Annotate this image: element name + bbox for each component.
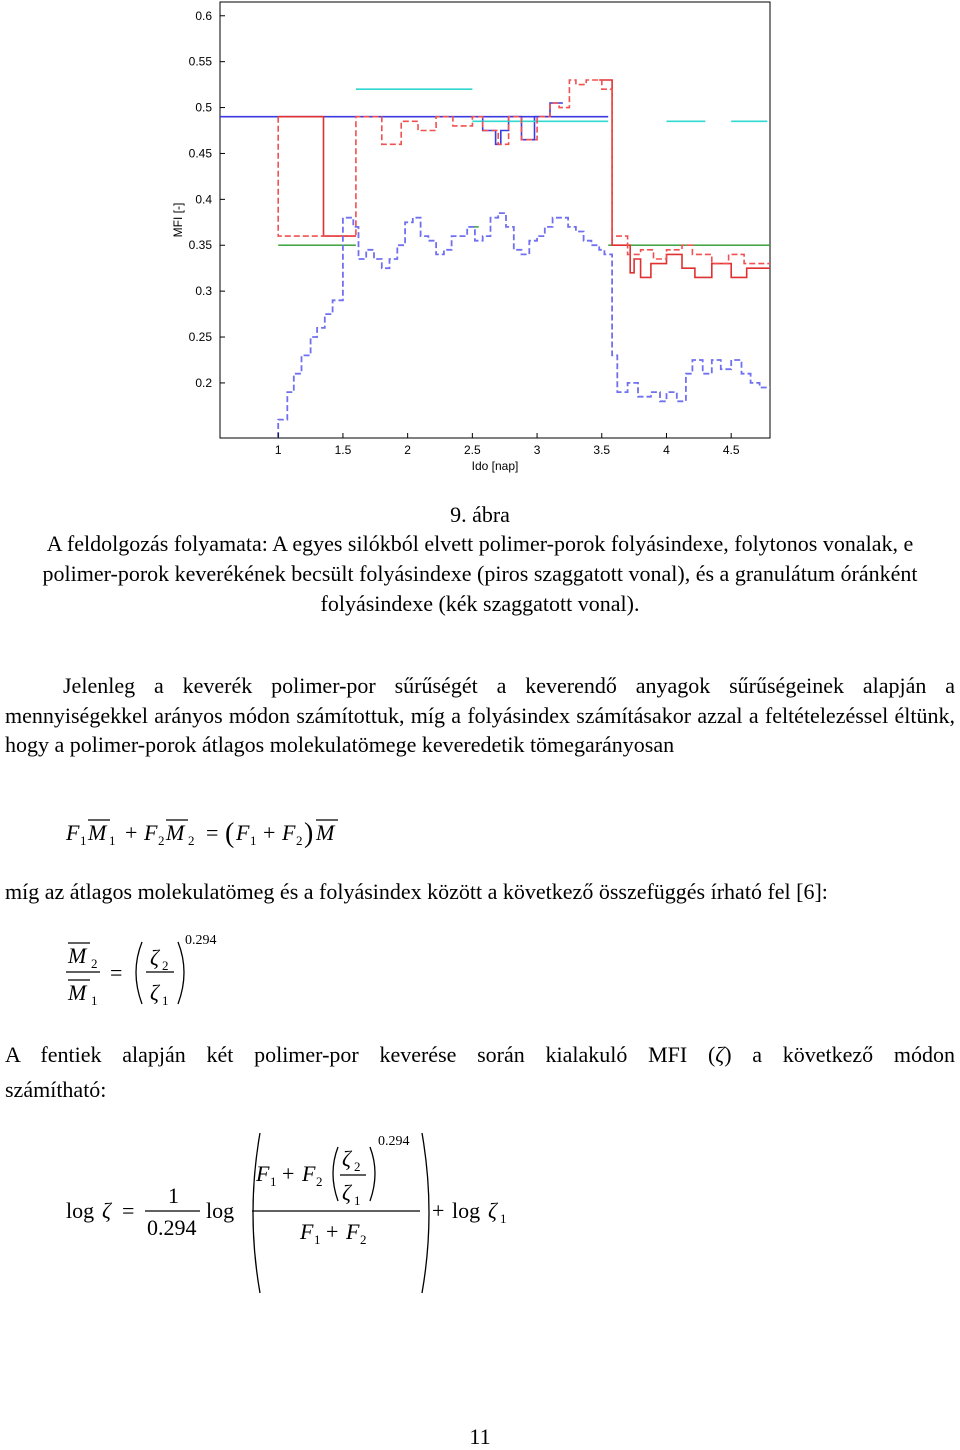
svg-text:F: F — [302, 1161, 316, 1186]
y-tick-label: 0.35 — [188, 238, 212, 253]
svg-text:2: 2 — [316, 1174, 323, 1189]
figure-caption: A feldolgozás folyamata: A egyes silókból elvett polimer-porok folyásindexe, folytonos vonalak, e polimer-porok keverékének becsült folyásindexe (piros szaggatott vonal), és a granulátum óránként folyásindexe (kék szaggatott vonal). — [42, 531, 918, 616]
svg-text:F: F — [66, 820, 80, 845]
svg-text:F: F — [256, 1161, 270, 1186]
svg-text:): ) — [304, 818, 314, 849]
figure-number: 9. ábra — [450, 502, 510, 527]
svg-text:2: 2 — [296, 833, 303, 848]
svg-text:ζ: ζ — [150, 945, 159, 970]
svg-text:1: 1 — [80, 833, 87, 848]
svg-text:ζ: ζ — [342, 1146, 351, 1171]
paragraph-3-start: A fentiek alapján két polimer-por keverése során kialakuló MFI ( — [5, 1042, 716, 1067]
paragraph-1: Jelenleg a keverék polimer-por sűrűségét a keverendő anyagok sűrűségeinek alapján a mennyiségekkel arányos módon számítottuk, míg a folyásindex számításakor azzal a feltételezéssel éltünk, hogy a polimer-porok átlagos molekulatömege keveredetik tömegarányosan — [5, 673, 955, 757]
svg-text:=: = — [206, 820, 219, 845]
x-tick-label: 2.5 — [464, 443, 481, 457]
x-axis-label: Ido [nap] — [471, 459, 519, 473]
svg-text:+: + — [282, 1161, 295, 1186]
y-axis-label: MFI [-] — [171, 202, 185, 238]
paragraph-3-end: ) a következő módon — [724, 1042, 956, 1067]
svg-text:M: M — [166, 820, 185, 845]
y-tick-label: 0.2 — [195, 375, 212, 390]
svg-text:ζ: ζ — [342, 1180, 351, 1205]
svg-text:F: F — [144, 820, 158, 845]
y-tick-label: 0.3 — [195, 284, 212, 299]
x-tick-label: 2 — [404, 443, 411, 457]
mfi-chart — [0, 0, 960, 490]
svg-text:+: + — [326, 1219, 339, 1244]
x-tick-label: 1.5 — [334, 443, 352, 457]
paragraph-3-cont: számítható: — [5, 1077, 107, 1102]
svg-text:1: 1 — [91, 993, 98, 1008]
svg-text:1: 1 — [250, 833, 257, 848]
svg-text:ζ: ζ — [102, 1198, 111, 1223]
svg-text:+: + — [263, 820, 276, 845]
svg-text:=: = — [110, 960, 123, 985]
svg-text:ζ: ζ — [488, 1198, 497, 1223]
svg-text:M: M — [68, 943, 87, 968]
equation-2 — [60, 928, 240, 1013]
svg-text:ζ: ζ — [150, 980, 159, 1005]
svg-text:1: 1 — [162, 993, 169, 1008]
y-tick-label: 0.5 — [195, 100, 212, 115]
svg-text:2: 2 — [158, 833, 165, 848]
svg-text:log: log — [66, 1198, 95, 1223]
svg-text:1: 1 — [109, 833, 116, 848]
x-tick-label: 3.5 — [593, 443, 611, 457]
svg-text:2: 2 — [91, 956, 98, 971]
page-number: 11 — [469, 1424, 491, 1449]
svg-text:0.294: 0.294 — [378, 1134, 410, 1149]
svg-text:1: 1 — [500, 1211, 507, 1226]
paragraph-2: míg az átlagos molekulatömeg és a folyásindex között a következő összefüggés írható fel [6]: — [5, 879, 828, 904]
equation-1 — [60, 812, 360, 852]
svg-text:1: 1 — [270, 1174, 277, 1189]
paragraph-3 — [5, 1040, 955, 1070]
svg-text:2: 2 — [162, 958, 169, 973]
svg-text:F: F — [300, 1219, 314, 1244]
svg-text:0.294: 0.294 — [147, 1215, 197, 1240]
y-tick-label: 0.6 — [195, 8, 212, 23]
y-tick-label: 0.55 — [188, 54, 212, 69]
svg-text:2: 2 — [188, 833, 195, 848]
x-tick-label: 1 — [274, 443, 282, 457]
equation-3 — [60, 1125, 530, 1300]
svg-text:M: M — [88, 820, 107, 845]
svg-text:log: log — [206, 1198, 235, 1223]
svg-text:+: + — [432, 1198, 445, 1223]
svg-text:1: 1 — [168, 1183, 179, 1208]
svg-text:F: F — [346, 1219, 360, 1244]
y-tick-label: 0.4 — [195, 192, 212, 207]
y-tick-label: 0.25 — [188, 330, 212, 345]
svg-text:F: F — [282, 820, 296, 845]
svg-text:=: = — [122, 1198, 135, 1223]
svg-text:log: log — [452, 1198, 481, 1223]
svg-text:M: M — [68, 980, 87, 1005]
zeta-symbol: ζ — [715, 1042, 725, 1067]
x-tick-label: 3 — [533, 443, 541, 457]
x-tick-label: 4.5 — [722, 443, 740, 457]
svg-text:(: ( — [225, 818, 235, 849]
x-tick-label: 4 — [663, 443, 670, 457]
svg-text:F: F — [236, 820, 250, 845]
svg-text:2: 2 — [354, 1159, 361, 1174]
svg-text:1: 1 — [314, 1232, 321, 1247]
svg-text:1: 1 — [354, 1193, 361, 1208]
plot-area — [220, 2, 770, 438]
svg-text:0.294: 0.294 — [185, 933, 217, 948]
y-tick-label: 0.45 — [188, 146, 212, 161]
svg-text:2: 2 — [360, 1232, 367, 1247]
svg-text:+: + — [125, 820, 138, 845]
svg-text:M: M — [316, 820, 335, 845]
